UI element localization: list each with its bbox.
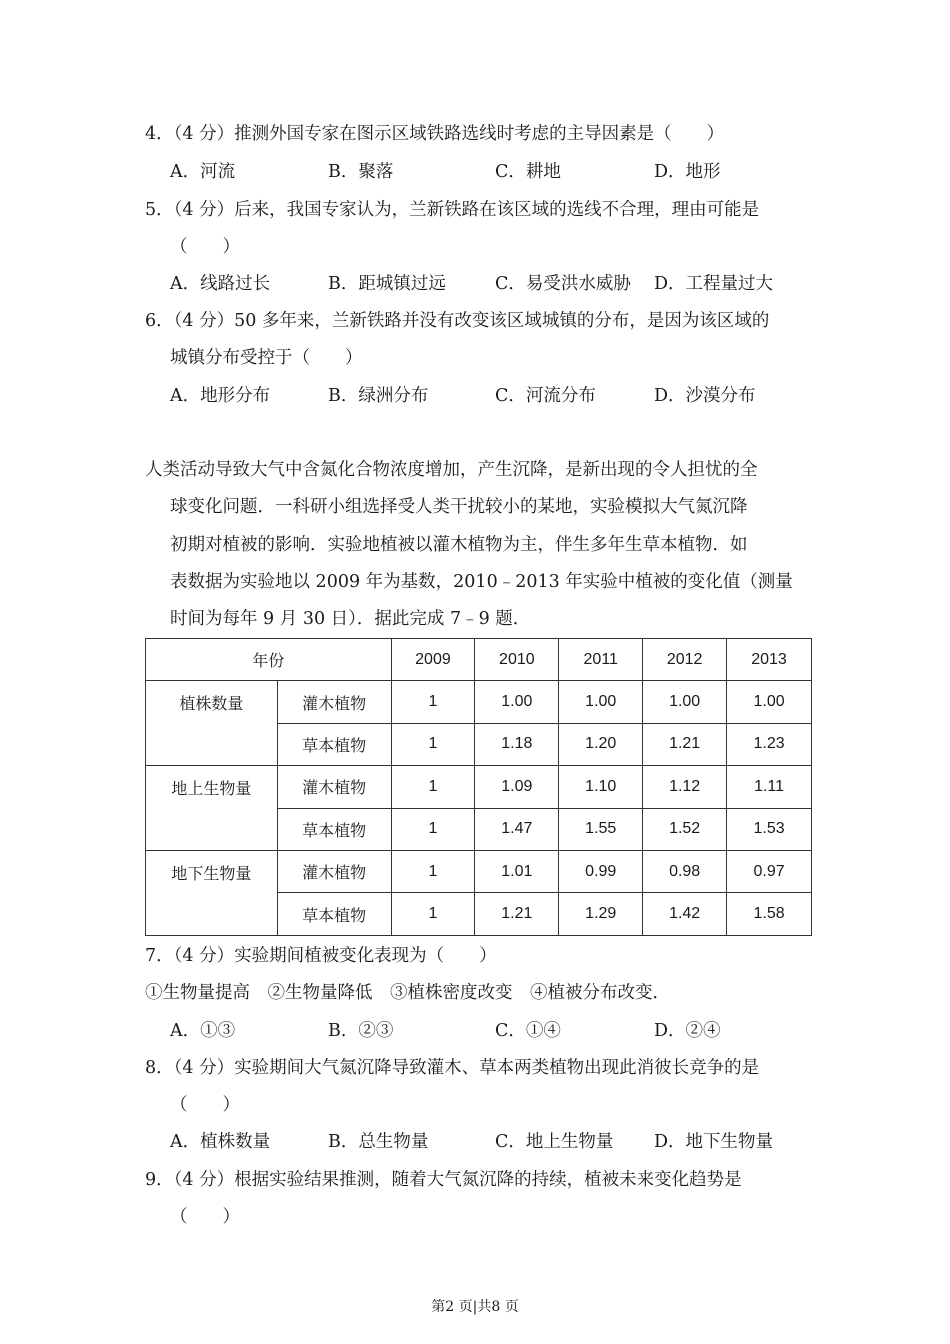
page-footer: 第2 页|共8 页 — [431, 1299, 519, 1315]
q4-option-c: C．耕地 — [495, 162, 561, 182]
table-cell: 1.21 — [475, 893, 559, 935]
q5-option-b: B．距城镇过远 — [328, 274, 446, 294]
q8-stem-line1: 8．（4 分）实验期间大气氮沉降导致灌木、草本两类植物出现此消彼长竞争的是 — [145, 1058, 760, 1078]
q6-stem-line1: 6．（4 分）50 多年来，兰新铁路并没有改变该区域城镇的分布，是因为该区域的 — [145, 311, 770, 331]
table-plant-label: 草本植物 — [277, 808, 391, 850]
table-cell: 1.47 — [475, 808, 559, 850]
table-header-row — [146, 639, 812, 681]
table-cell: 1.09 — [475, 766, 559, 808]
table-cell: 1.29 — [559, 893, 643, 935]
passage-line-3: 初期对植被的影响．实验地植被以灌木植物为主，伴生多年生草本植物．如 — [170, 535, 748, 555]
table-row — [146, 681, 812, 723]
table-cell: 1.12 — [643, 766, 727, 808]
table-cell: 1 — [391, 808, 475, 850]
q5-option-a: A．线路过长 — [170, 274, 271, 294]
table-cell: 1.00 — [559, 681, 643, 723]
table-plant-label: 草本植物 — [277, 893, 391, 935]
table-header-year: 2010 — [475, 639, 559, 681]
passage-line-1: 人类活动导致大气中含氮化合物浓度增加，产生沉降，是新出现的令人担忧的全 — [145, 460, 758, 480]
q7-option-b: B．②③ — [328, 1021, 394, 1041]
table-cell: 1.01 — [475, 850, 559, 892]
table-cell: 1.20 — [559, 723, 643, 765]
table-plant-label: 草本植物 — [277, 723, 391, 765]
q8-stem-line2: （ ） — [170, 1095, 240, 1115]
table-cell: 1.55 — [559, 808, 643, 850]
q8-option-b: B．总生物量 — [328, 1132, 429, 1152]
table-header-label: 年份 — [146, 639, 392, 681]
q4-stem: 4．（4 分）推测外国专家在图示区域铁路选线时考虑的主导因素是（ ） — [145, 124, 725, 144]
table-cell: 1.23 — [727, 723, 812, 765]
q4-option-b: B．聚落 — [328, 162, 394, 182]
table-plant-label: 灌木植物 — [277, 681, 391, 723]
q7-option-c: C．①④ — [495, 1021, 561, 1041]
q4-option-a: A．河流 — [170, 162, 236, 182]
table-group-label: 植株数量 — [146, 681, 278, 766]
table-cell: 1.11 — [727, 766, 812, 808]
table-cell: 1.53 — [727, 808, 812, 850]
q6-option-c: C．河流分布 — [495, 386, 596, 406]
q7-option-d: D．②④ — [654, 1021, 721, 1041]
table-header-year: 2013 — [727, 639, 812, 681]
q5-option-c: C．易受洪水威胁 — [495, 274, 631, 294]
q6-option-a: A．地形分布 — [170, 386, 271, 406]
q9-stem-line2: （ ） — [170, 1207, 240, 1227]
table-header-year: 2012 — [643, 639, 727, 681]
q7-option-a: A．①③ — [170, 1021, 236, 1041]
table-cell: 1.58 — [727, 893, 812, 935]
table-cell: 1.00 — [475, 681, 559, 723]
table-cell: 1.21 — [643, 723, 727, 765]
q7-statements: ①生物量提高 ②生物量降低 ③植株密度改变 ④植被分布改变． — [145, 983, 670, 1003]
table-cell: 1.00 — [727, 681, 812, 723]
vegetation-change-table — [145, 638, 812, 936]
table-cell: 1 — [391, 893, 475, 935]
table-cell: 1.52 — [643, 808, 727, 850]
table-plant-label: 灌木植物 — [277, 850, 391, 892]
table-header-year: 2009 — [391, 639, 475, 681]
table-header-year: 2011 — [559, 639, 643, 681]
table-cell: 0.98 — [643, 850, 727, 892]
table-cell: 1 — [391, 766, 475, 808]
table-plant-label: 灌木植物 — [277, 766, 391, 808]
q6-option-b: B．绿洲分布 — [328, 386, 429, 406]
q4-option-d: D．地形 — [654, 162, 721, 182]
q9-stem-line1: 9．（4 分）根据实验结果推测，随着大气氮沉降的持续，植被未来变化趋势是 — [145, 1170, 742, 1190]
table-row — [146, 850, 812, 892]
q5-stem-line2: （ ） — [170, 237, 240, 257]
table-cell: 1.00 — [643, 681, 727, 723]
table-cell: 1 — [391, 681, 475, 723]
q8-option-a: A．植株数量 — [170, 1132, 271, 1152]
table-cell: 1.42 — [643, 893, 727, 935]
table-row — [146, 766, 812, 808]
q6-stem-line2: 城镇分布受控于（ ） — [170, 348, 363, 368]
table-cell: 0.99 — [559, 850, 643, 892]
q5-stem-line1: 5．（4 分）后来，我国专家认为，兰新铁路在该区域的选线不合理，理由可能是 — [145, 200, 760, 220]
table-group-label: 地上生物量 — [146, 766, 278, 851]
passage-line-5: 时间为每年 9 月 30 日）．据此完成 7﹣9 题． — [170, 609, 531, 629]
table-cell: 1 — [391, 723, 475, 765]
table-cell: 1 — [391, 850, 475, 892]
table-cell: 1.10 — [559, 766, 643, 808]
table-cell: 1.18 — [475, 723, 559, 765]
passage-line-4: 表数据为实验地以 2009 年为基数，2010﹣2013 年实验中植被的变化值（测量 — [170, 572, 793, 592]
q8-option-c: C．地上生物量 — [495, 1132, 614, 1152]
table-cell: 0.97 — [727, 850, 812, 892]
q5-option-d: D．工程量过大 — [654, 274, 774, 294]
passage-line-2: 球变化问题．一科研小组选择受人类干扰较小的某地，实验模拟大气氮沉降 — [170, 497, 748, 517]
table-group-label: 地下生物量 — [146, 850, 278, 935]
q7-stem: 7．（4 分）实验期间植被变化表现为（ ） — [145, 946, 497, 966]
q6-option-d: D．沙漠分布 — [654, 386, 756, 406]
q8-option-d: D．地下生物量 — [654, 1132, 774, 1152]
